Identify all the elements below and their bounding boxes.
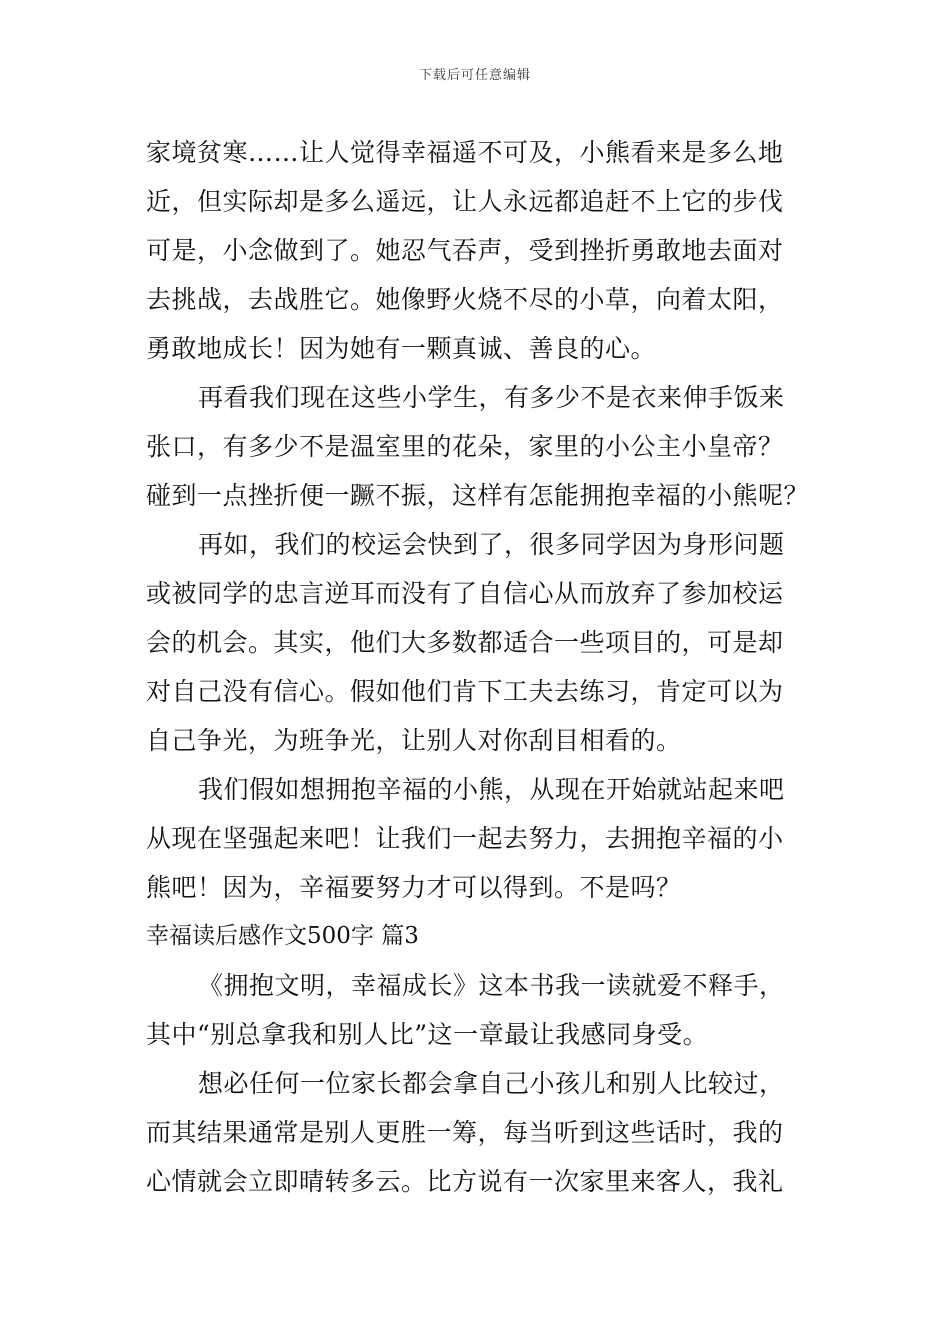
text-line: 勇敢地成长！因为她有一颗真诚、善良的心。: [146, 334, 657, 363]
paragraph-start-line: 想必任何一位家长都会拿自己小孩儿和别人比较过，: [198, 1069, 785, 1098]
text-line: 会的机会。其实，他们大多数都适合一些项目的，可是却: [146, 628, 784, 657]
text-line: 从现在坚强起来吧！让我们一起去努力，去拥抱辛福的小: [146, 824, 784, 853]
page-header: 下载后可任意编辑: [418, 68, 531, 83]
text-line: 去挑战，去战胜它。她像野火烧不尽的小草，向着太阳，: [146, 285, 784, 314]
text-line: 张口，有多少不是温室里的花朵，家里的小公主小皇帝？: [146, 432, 784, 461]
text-line: 近，但实际却是多么遥远，让人永远都追赶不上它的步伐: [146, 187, 784, 216]
document-body: [146, 128, 816, 1206]
text-line: 可是，小念做到了。她忍气吞声，受到挫折勇敢地去面对: [146, 236, 784, 265]
text-line: 其中“别总拿我和别人比”这一章最让我感同身受。: [146, 1020, 709, 1049]
paragraph-start-line: 再如，我们的校运会快到了，很多同学因为身形问题: [198, 530, 785, 559]
section-heading: 幸福读后感作文500字 篇3: [146, 923, 419, 949]
text-line: 自己争光，为班争光，让别人对你刮目相看的。: [146, 726, 682, 755]
text-line: 碰到一点挫折便一蹶不振，这样有怎能拥抱幸福的小熊呢？: [146, 481, 810, 510]
paragraph-start-line: 《拥抱文明，幸福成长》这本书我一读就爱不释手，: [198, 971, 785, 1000]
paragraph-start-line: 再看我们现在这些小学生，有多少不是衣来伸手饭来: [198, 383, 785, 412]
text-line: 心情就会立即晴转多云。比方说有一次家里来客人，我礼: [146, 1167, 784, 1196]
text-line: 对自己没有信心。假如他们肯下工夫去练习，肯定可以为: [146, 677, 784, 706]
text-line: 或被同学的忠言逆耳而没有了自信心从而放弃了参加校运: [146, 579, 784, 608]
text-line: 而其结果通常是别人更胜一筹，每当听到这些话时，我的: [146, 1118, 784, 1147]
text-line: 家境贫寒……让人觉得幸福遥不可及，小熊看来是多么地: [146, 138, 784, 167]
paragraph-start-line: 我们假如想拥抱辛福的小熊，从现在开始就站起来吧: [198, 775, 785, 804]
text-line: 熊吧！因为，辛福要努力才可以得到。不是吗？: [146, 873, 682, 902]
